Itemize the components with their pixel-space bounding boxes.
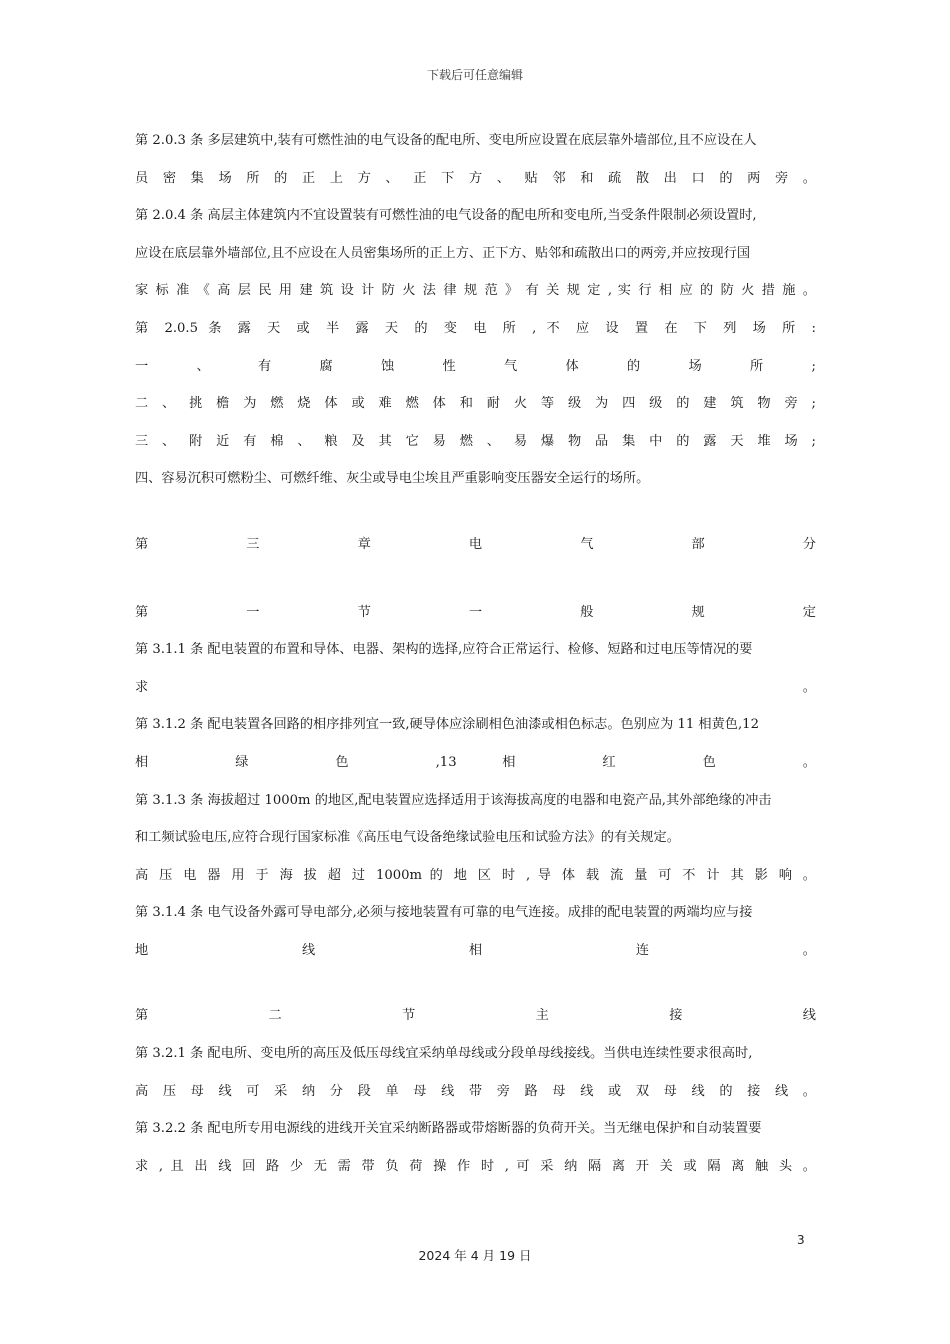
page-header: 下载后可任意编辑	[426, 68, 523, 82]
page-footer-date: 2024 年 4 月 19 日	[418, 1248, 532, 1263]
section-heading: 第 一 节 一 般 规 定	[135, 604, 816, 620]
text-line: 第 3.1.4 条 电气设备外露可导电部分,必须与接地装置有可靠的电气连接。成排的配电装置的两端均应与接	[135, 905, 753, 921]
text-line: 高 压 电 器 用 于 海 拔 超 过 1000m 的 地 区 时 , 导 体 载 流 量 可 不 计 其 影 响 。	[135, 867, 816, 883]
text-line: 第 2.0.3 条 多层建筑中,装有可燃性油的电气设备的配电所、变电所应设置在底层靠外墙部位,且不应设在人	[135, 133, 757, 148]
text-line: 一 、 有 腐 蚀 性 气 体 的 场 所 ;	[135, 358, 816, 374]
text-line: 第 3.1.1 条 配电装置的布置和导体、电器、架构的选择,应符合正常运行、检修、短路和过电压等情况的要	[135, 642, 753, 658]
text-line: 第 3.2.1 条 配电所、变电所的高压及低压母线宜采纳单母线或分段单母线接线。当供电连续性要求很高时,	[135, 1046, 753, 1062]
document-body	[135, 122, 816, 1185]
text-line: 第 3.2.2 条 配电所专用电源线的进线开关宜采纳断路器或带熔断器的负荷开关。当无继电保护和自动装置要	[135, 1121, 762, 1137]
text-line: 第 2.0.5 条 露 天 或 半 露 天 的 变 电 所 , 不 应 设 置 在 下 列 场 所 :	[135, 320, 816, 336]
text-line: 四、容易沉积可燃粉尘、可燃纤维、灰尘或导电尘埃且严重影响变压器安全运行的场所。	[135, 471, 650, 487]
text-line: 求 , 且 出 线 回 路 少 无 需 带 负 荷 操 作 时 , 可 采 纳 隔 离 开 关 或 隔 离 触 头 。	[135, 1158, 816, 1174]
text-line: 应设在底层靠外墙部位,且不应设在人员密集场所的正上方、正下方、贴邻和疏散出口的两旁,并应按现行国	[135, 245, 751, 261]
text-line: 求 。	[135, 679, 816, 695]
text-line: 和工频试验电压,应符合现行国家标准《高压电气设备绝缘试验电压和试验方法》的有关规定。	[135, 830, 680, 846]
chapter-heading: 第 三 章 电 气 部 分	[135, 536, 816, 552]
text-line: 三 、 附 近 有 棉 、 粮 及 其 它 易 燃 、 易 爆 物 品 集 中 的 露 天 堆 场 ;	[135, 433, 816, 449]
text-line: 二 、 挑 檐 为 燃 烧 体 或 难 燃 体 和 耐 火 等 级 为 四 级 的 建 筑 物 旁 ;	[135, 396, 816, 412]
text-line: 家 标 准 《 高 层 民 用 建 筑 设 计 防 火 法 律 规 范 》 有 关 规 定 , 实 行 相 应 的 防 火 措 施 。	[135, 283, 816, 299]
text-line: 第 3.1.2 条 配电装置各回路的相序排列宜一致,硬导体应涂刷相色油漆或相色标志。色别应为 11 相黄色,12	[135, 717, 759, 733]
text-line: 相 绿 色 ,13 相 红 色 。	[135, 754, 816, 770]
page-number: 3	[797, 1233, 805, 1247]
text-line: 员 密 集 场 所 的 正 上 方 、 正 下 方 、 贴 邻 和 疏 散 出 口 的 两 旁 。	[135, 170, 816, 186]
text-line: 高 压 母 线 可 采 纳 分 段 单 母 线 带 旁 路 母 线 或 双 母 线 的 接 线 。	[135, 1083, 816, 1099]
text-line: 第 2.0.4 条 高层主体建筑内不宜设置装有可燃性油的电气设备的配电所和变电所,当受条件限制必须设置时,	[135, 208, 757, 224]
text-line: 地 线 相 连 。	[135, 942, 816, 958]
text-line: 第 3.1.3 条 海拔超过 1000m 的地区,配电装置应选择适用于该海拔高度的电器和电瓷产品,其外部绝缘的冲击	[135, 792, 772, 808]
section-heading: 第 二 节 主 接 线	[135, 1008, 816, 1024]
